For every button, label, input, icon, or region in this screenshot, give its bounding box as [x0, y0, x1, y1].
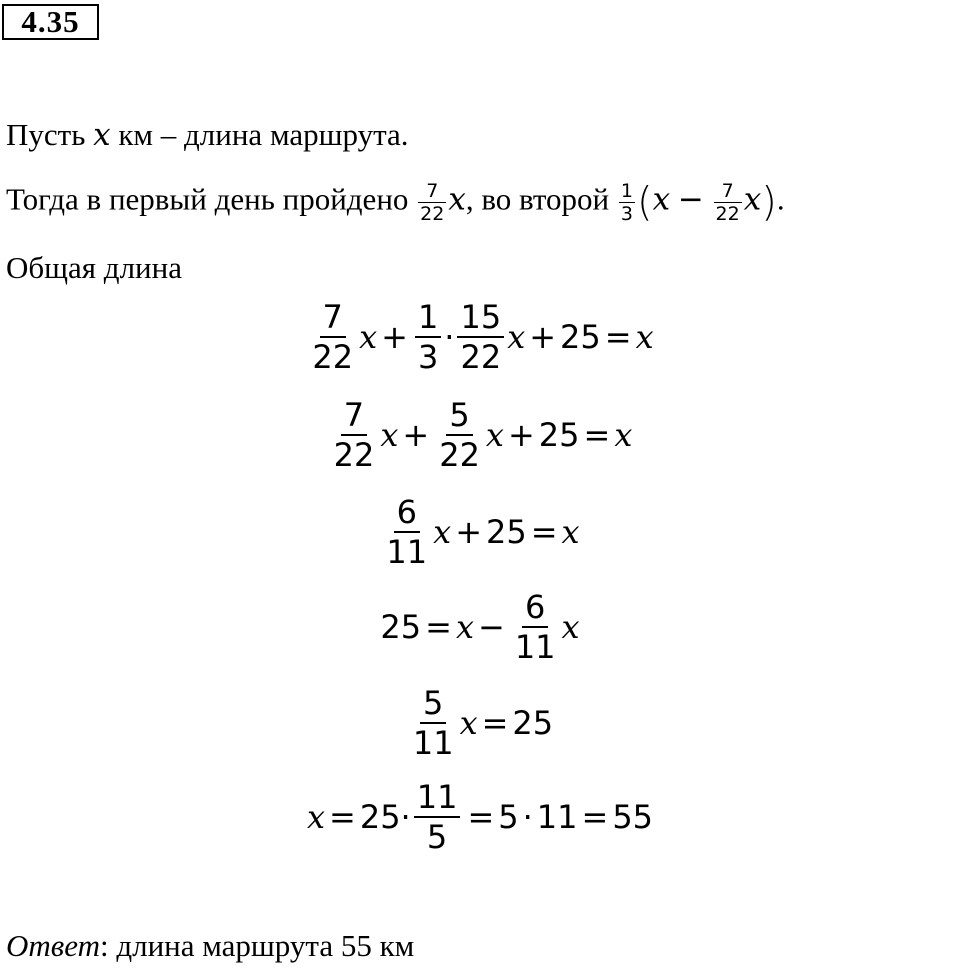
equals-sign: =	[467, 798, 495, 836]
equals-sign: =	[425, 608, 452, 646]
variable: x	[485, 416, 504, 454]
equals-sign: =	[530, 513, 558, 551]
numerator: 1	[620, 180, 633, 202]
constant: 5	[498, 798, 519, 836]
open-paren: (	[636, 179, 653, 226]
intro-line-1	[6, 117, 409, 153]
denominator: 22	[439, 436, 480, 474]
equation-4	[0, 588, 960, 666]
numerator: 7	[418, 180, 446, 203]
denominator: 3	[417, 338, 439, 376]
variable: x	[635, 318, 654, 356]
fraction	[619, 180, 635, 225]
denominator: 22	[460, 338, 502, 376]
fraction	[436, 396, 483, 474]
numerator: 6	[522, 588, 548, 628]
variable: x	[652, 181, 671, 218]
fraction	[415, 298, 441, 376]
plus-sign: +	[381, 318, 408, 356]
plus-sign: +	[529, 318, 557, 356]
equation-1	[0, 298, 960, 376]
fraction	[383, 493, 430, 571]
equals-sign: =	[329, 798, 356, 836]
constant: 25	[560, 318, 601, 356]
constant: 25	[538, 416, 580, 454]
numerator: 1	[415, 298, 441, 338]
denominator: 11	[514, 628, 556, 666]
intro-line-3: Общая длина	[6, 250, 182, 285]
dot-sign: ·	[522, 798, 533, 836]
denominator: 22	[715, 203, 740, 225]
intro-line-1-suffix: км – длина маршрута.	[118, 117, 409, 152]
equals-sign: =	[581, 798, 609, 836]
variable: x	[561, 513, 580, 551]
result: 55	[612, 798, 654, 836]
problem-number: 4.35	[2, 4, 99, 40]
constant: 11	[536, 798, 578, 836]
numerator: 11	[414, 778, 461, 818]
fraction	[512, 588, 559, 666]
intro-line-2-mid: , во второй	[465, 181, 610, 217]
denominator: 3	[620, 203, 633, 225]
variable: x	[743, 181, 762, 218]
fraction	[309, 298, 356, 376]
variable: x	[448, 181, 466, 218]
variable: x	[433, 513, 452, 551]
answer-label: Ответ	[6, 928, 100, 963]
answer-text: : длина маршрута 55 км	[99, 928, 415, 963]
minus-sign: −	[478, 608, 505, 646]
variable: x	[614, 416, 633, 454]
variable: x	[507, 318, 526, 356]
variable: x	[459, 704, 478, 742]
dot-sign: ·	[400, 798, 411, 836]
variable: x	[455, 608, 474, 646]
numerator: 6	[394, 493, 420, 533]
equation-3	[0, 493, 960, 571]
variable: x	[561, 608, 580, 646]
equals-sign: =	[583, 416, 611, 454]
intro-line-2-prefix: Тогда в первый день пройдено	[6, 181, 409, 217]
plus-sign: +	[455, 513, 482, 551]
denominator: 22	[420, 203, 445, 225]
denominator: 22	[312, 338, 354, 376]
variable: x	[359, 318, 378, 356]
fraction	[418, 180, 446, 225]
period: .	[776, 181, 785, 217]
fraction	[457, 298, 504, 376]
numerator: 7	[320, 298, 346, 338]
fraction	[410, 684, 457, 762]
fraction	[331, 396, 378, 474]
equation-5	[0, 684, 960, 762]
denominator: 5	[426, 818, 448, 856]
equation-6	[0, 778, 960, 856]
dot-sign: ·	[444, 318, 455, 356]
constant: 25	[359, 798, 401, 836]
constant: 25	[512, 704, 554, 742]
intro-line-1-prefix: Пусть	[6, 117, 86, 152]
constant: 25	[486, 513, 527, 551]
constant: 25	[380, 608, 422, 646]
fraction	[414, 778, 461, 856]
equals-sign: =	[604, 318, 632, 356]
close-paren: )	[761, 179, 777, 226]
equals-sign: =	[481, 704, 509, 742]
numerator: 5	[446, 396, 472, 436]
intro-line-2	[6, 180, 785, 225]
denominator: 22	[333, 436, 375, 474]
plus-sign: +	[507, 416, 535, 454]
denominator: 11	[412, 724, 454, 762]
minus-sign: −	[677, 181, 704, 218]
numerator: 15	[457, 298, 504, 338]
numerator: 7	[714, 180, 742, 203]
equation-2	[0, 396, 960, 474]
fraction	[714, 180, 742, 225]
numerator: 7	[341, 396, 367, 436]
variable: x	[380, 416, 399, 454]
denominator: 11	[386, 533, 428, 571]
answer-line	[6, 928, 414, 964]
intro-line-1-var: x	[93, 117, 111, 153]
numerator: 5	[420, 684, 446, 724]
plus-sign: +	[402, 416, 430, 454]
variable: x	[306, 798, 326, 836]
